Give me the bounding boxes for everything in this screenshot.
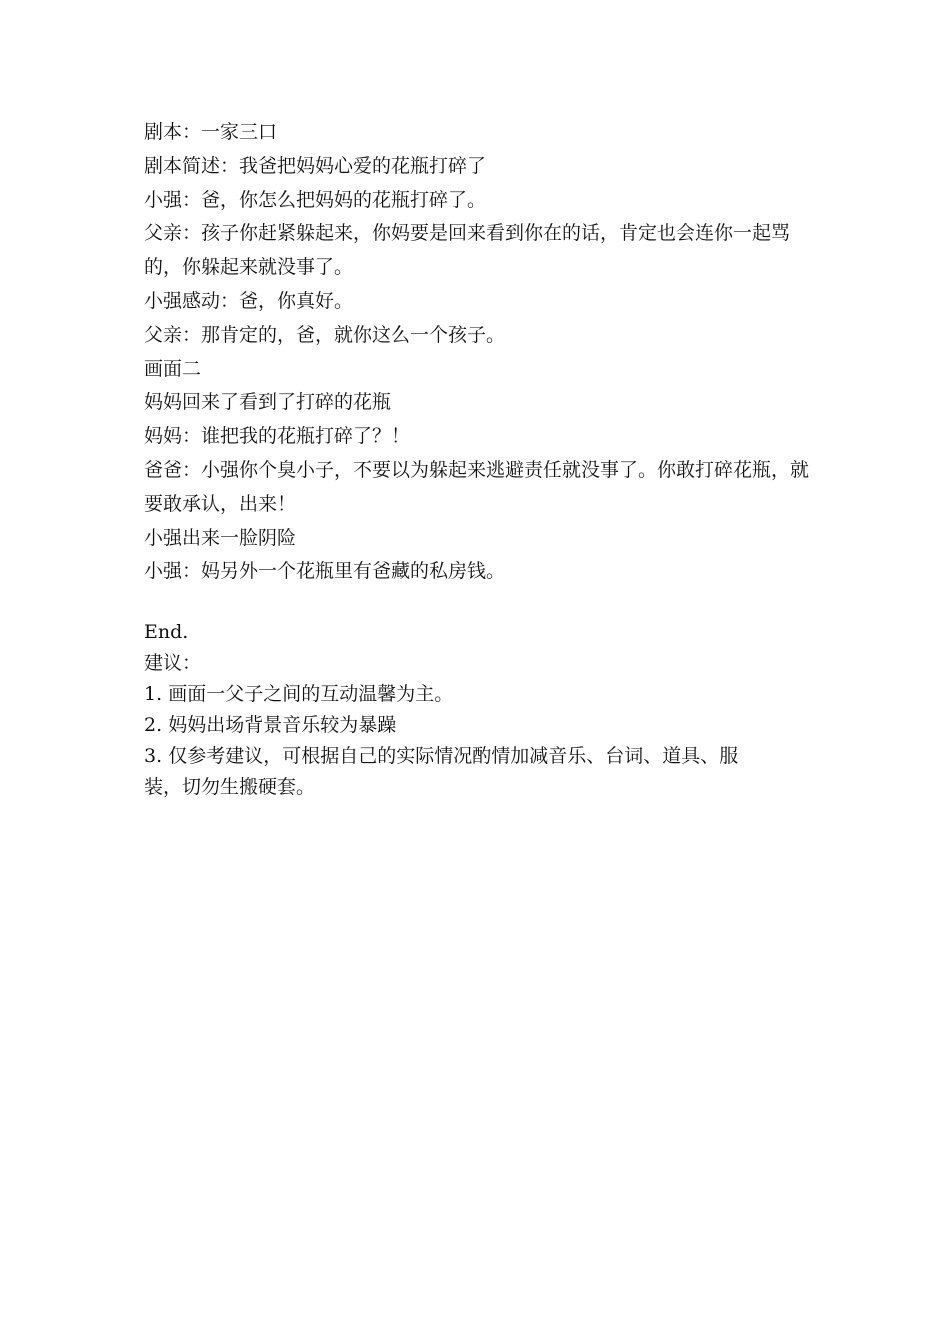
- suggestions-heading: 建议：: [144, 652, 202, 674]
- suggestion-text: 画面一父子之间的互动温馨为主。: [168, 683, 454, 705]
- suggestion-number: 1.: [144, 683, 163, 705]
- dialogue-line: 爸爸：小强你个臭小子，不要以为躲起来逃避责任就没事了。你敢打碎花瓶，就要敢承认，出来！: [144, 458, 810, 515]
- end-marker: End.: [144, 621, 189, 643]
- suggestion-number: 2.: [144, 714, 163, 736]
- suggestion-item: [144, 710, 744, 741]
- dialogue-line: 小强：爸，你怎么把妈妈的花瓶打碎了。: [144, 188, 487, 211]
- stage-direction: 妈妈回来了看到了打碎的花瓶: [144, 391, 392, 414]
- suggestion-text: 仅参考建议，可根据自己的实际情况酌情加减音乐、台词、道具、服装，切勿生搬硬套。: [144, 745, 739, 798]
- scene-heading: 画面二: [144, 357, 202, 380]
- suggestion-item: [144, 741, 744, 803]
- dialogue-line: 小强：妈另外一个花瓶里有爸藏的私房钱。: [144, 560, 506, 583]
- dialogue-line: 父亲：孩子你赶紧躲起来，你妈要是回来看到你在的话，肯定也会连你一起骂的，你躲起来就没事了。: [144, 222, 791, 279]
- suggestion-number: 3.: [144, 745, 163, 767]
- dialogue-line: 妈妈：谁把我的花瓶打碎了？！: [144, 425, 411, 448]
- suggestions-section: [144, 617, 744, 803]
- dialogue-line: 父亲：那肯定的，爸，就你这么一个孩子。: [144, 323, 506, 346]
- script-summary: 剧本简述：我爸把妈妈心爱的花瓶打碎了: [144, 154, 487, 177]
- script-body: [144, 116, 816, 589]
- script-title: 剧本：一家三口: [144, 121, 278, 143]
- stage-direction: 小强出来一脸阴险: [144, 526, 297, 549]
- suggestion-item: [144, 679, 744, 710]
- dialogue-line: 小强感动：爸，你真好。: [144, 289, 354, 312]
- suggestion-text: 妈妈出场背景音乐较为暴躁: [168, 714, 397, 736]
